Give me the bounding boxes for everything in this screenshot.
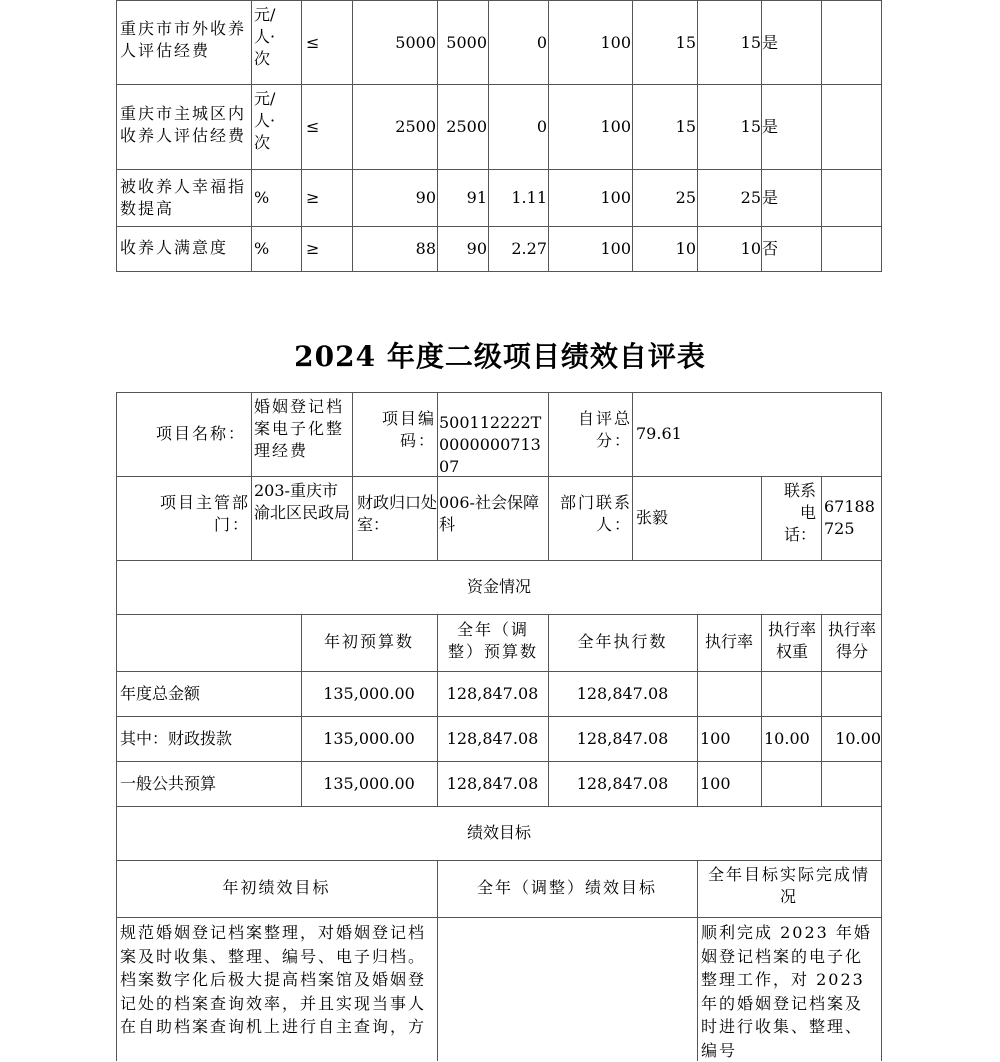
metric-name: 重庆市主城区内收养人评估经费 — [120, 104, 247, 145]
metric-score: 25 — [740, 188, 761, 207]
metric-unit: % — [254, 239, 270, 258]
funds-header-initial: 年初预算数 — [323, 632, 414, 651]
metric-operator: ≤ — [306, 117, 320, 136]
funds-initial: 135,000.00 — [323, 729, 415, 748]
metric-weight: 10 — [675, 239, 696, 258]
funds-initial: 135,000.00 — [323, 684, 415, 703]
metric-base: 100 — [600, 117, 631, 136]
project-code: 500112222T000000071307 — [439, 413, 542, 476]
funds-row-label: 其中：财政拨款 — [120, 729, 233, 748]
metric-unit: % — [254, 188, 270, 207]
metric-target: 90 — [415, 188, 436, 207]
metric-flag: 是 — [762, 33, 779, 52]
metric-base: 100 — [600, 188, 631, 207]
metric-deviation: 0 — [536, 117, 547, 136]
funds-section-label: 资金情况 — [466, 577, 531, 596]
page-title: 2024 年度二级项目绩效自评表 — [294, 340, 706, 373]
metric-flag: 是 — [762, 188, 779, 207]
phone-label: 联系电话： — [783, 481, 816, 544]
funds-adjusted: 128,847.08 — [446, 729, 539, 748]
metric-actual: 2500 — [446, 117, 487, 136]
metric-weight: 25 — [675, 188, 696, 207]
funds-weight: 10.00 — [764, 729, 810, 748]
funds-row-label: 年度总金额 — [120, 684, 201, 703]
goals-col-initial: 年初绩效目标 — [222, 878, 331, 897]
project-name: 婚姻登记档案电子化整理经费 — [254, 397, 345, 460]
contact: 张毅 — [636, 508, 669, 527]
metric-deviation: 1.11 — [511, 188, 547, 207]
metric-target: 88 — [415, 239, 436, 258]
metric-deviation: 0 — [536, 33, 547, 52]
self-score: 79.61 — [636, 424, 682, 443]
funds-adjusted: 128,847.08 — [446, 774, 539, 793]
metric-target: 2500 — [395, 117, 436, 136]
funds-initial: 135,000.00 — [323, 774, 415, 793]
metric-base: 100 — [600, 239, 631, 258]
funds-header-weight: 执行率权重 — [767, 620, 816, 661]
metric-target: 5000 — [395, 33, 436, 52]
dept-label: 项目主管部门： — [159, 493, 250, 534]
goals-col-adjusted: 全年（调整）绩效目标 — [476, 878, 657, 897]
metric-flag: 是 — [762, 117, 779, 136]
goals-section-label: 绩效目标 — [466, 823, 531, 842]
self-score-label: 自评总分： — [577, 409, 632, 450]
metric-unit: 元/人·次 — [254, 89, 276, 152]
metric-flag: 否 — [762, 239, 779, 258]
funds-header-rate: 执行率 — [704, 632, 753, 651]
metric-score: 10 — [740, 239, 761, 258]
project-name-label: 项目名称： — [156, 424, 247, 443]
funds-adjusted: 128,847.08 — [446, 684, 539, 703]
metric-deviation: 2.27 — [511, 239, 547, 258]
funds-executed: 128,847.08 — [576, 729, 669, 748]
metric-base: 100 — [600, 33, 631, 52]
metric-name: 被收养人幸福指数提高 — [120, 177, 247, 218]
metric-name: 重庆市市外收养人评估经费 — [120, 19, 247, 60]
funds-header-score: 执行率得分 — [827, 620, 876, 661]
metric-weight: 15 — [675, 33, 696, 52]
metric-operator: ≥ — [306, 188, 320, 207]
metric-unit: 元/人·次 — [254, 5, 276, 68]
funds-score: 10.00 — [835, 729, 881, 748]
metric-actual: 90 — [466, 239, 487, 258]
metric-actual: 5000 — [446, 33, 487, 52]
dept: 203-重庆市渝北区民政局 — [254, 481, 351, 522]
funds-rate: 100 — [700, 774, 731, 793]
finance-office-label: 财政归口处室： — [357, 493, 438, 534]
metric-operator: ≤ — [306, 33, 320, 52]
finance-office: 006-社会保障科 — [439, 493, 539, 534]
funds-rate: 100 — [700, 729, 731, 748]
metric-weight: 15 — [675, 117, 696, 136]
goals-col-actual: 全年目标实际完成情况 — [707, 865, 870, 906]
funds-executed: 128,847.08 — [576, 684, 669, 703]
metric-operator: ≥ — [306, 239, 320, 258]
funds-header-adjusted: 全年（调整）预算数 — [447, 620, 538, 661]
goals-actual-text: 顺利完成 2023 年婚姻登记档案的电子化整理工作，对 2023 年的婚姻登记档案及时进行收集、整理、编号 — [701, 923, 872, 1060]
goals-initial-text: 规范婚姻登记档案整理，对婚姻登记档案及时收集、整理、编号、电子归档。档案数字化后极大提高档案馆及婚姻登记处的档案查询效率，并且实现当事人在自助档案查询机上进行自主查询，方 — [120, 923, 427, 1036]
funds-header-executed: 全年执行数 — [577, 632, 668, 651]
metric-score: 15 — [740, 117, 761, 136]
contact-label: 部门联系人： — [559, 493, 632, 534]
metric-name: 收养人满意度 — [120, 238, 229, 257]
funds-row-label: 一般公共预算 — [120, 774, 217, 793]
phone: 67188725 — [824, 497, 875, 538]
metric-actual: 91 — [466, 188, 487, 207]
funds-executed: 128,847.08 — [576, 774, 669, 793]
project-code-label: 项目编码： — [381, 409, 436, 450]
metric-score: 15 — [740, 33, 761, 52]
